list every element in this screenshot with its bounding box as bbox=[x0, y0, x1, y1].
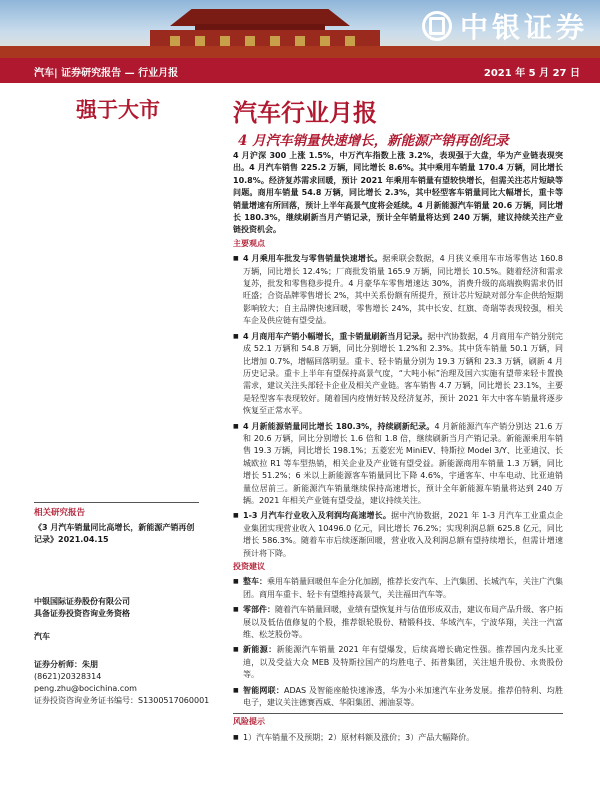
company-line: 中银国际证券股份有限公司 bbox=[34, 597, 130, 606]
related-report-item: 《3 月汽车销量同比高增长，新能源产销再创记录》2021.04.15 bbox=[34, 523, 195, 544]
analyst-name: 证券分析师：朱朋 bbox=[34, 660, 98, 669]
analyst-info bbox=[34, 659, 214, 707]
company-name bbox=[34, 596, 204, 620]
related-reports-heading: 相关研究报告 bbox=[34, 502, 199, 518]
palace-wall bbox=[0, 46, 600, 58]
company-line bbox=[34, 596, 204, 620]
report-body bbox=[233, 150, 563, 744]
point-item: ■ 1-3 月汽车行业收入及利润均高速增长。据中汽协数据，2021 年 1-3 月汽车工业重点企业集团实现营业收入 10496.0 亿元，同比增长 76.2%；实现利润总额 625.8 亿元，同比增长 586.3%。随着车市后续逐渐回暖，营业收入及利润总额有望持续增长，但需计增速预计将下降。 bbox=[233, 510, 563, 560]
point-item: ■ 4 月新能源销量同比增长 180.3%，持续刷新纪录。4 月新能源汽车产销分别达 21.6 万和 20.6 万辆，同比分别增长 1.6 倍和 1.8 倍，继续刷新当月产销记录。新能源乘用车销售 19.3 万辆，同比增长 198.1%；五菱宏光 MiniEV、特斯拉 Model 3/Y、比亚迪汉、长城欧拉 R1 等车型热销，相关企业及产业链有望受益。新能源商用车销量 1.3 万辆，同比增长 51.2%；6 米以上新能源客车销量同比下降 4.6%，宇通客车、中车电动、比亚迪销量位居前三。新能源汽车销量继续保持高速增长，预计全年新能源车销量将达到 240 万辆。2021 年相关产业链有望受益，建议持续关注。 bbox=[233, 421, 563, 508]
point-item: ■ 4 月乘用车批发与零售销量快速增长。据乘联会数据，4 月狭义乘用车市场零售达 160.8 万辆，同比增长 12.4%；厂商批发销量 165.9 万辆，同比增长 10.5%。随着经济和需求复苏，批发和零售稳步提升。4 月豪华车零售增速达 30%，消费升级的高端换购需求仍旧旺盛；合资品牌零售增长 2%，其中关系份额有所提升，预计芯片短缺对部分车企供给短期影响较大；自主品牌快速回暖，零售增长 24%，其中长安、红旗、奇瑞等表现较强，相关车企及供应链有望受益。 bbox=[233, 253, 563, 327]
invest-item: ■ 新能源：新能源汽车销量 2021 年有望爆发，后续高增长确定性强。推荐国内龙头比亚迪，以及受益大众 MEB 及特斯拉国产的均胜电子、拓普集团，关注旭升股份、永贵股份等。 bbox=[233, 644, 563, 681]
analyst-email: peng.zhu@bocichina.com bbox=[34, 684, 137, 693]
report-header-bar bbox=[0, 58, 600, 83]
analyst-license: 证券投资咨询业务证书编号：S1300517060001 bbox=[34, 696, 210, 705]
company-line: 具备证券投资咨询业务资格 bbox=[34, 609, 130, 618]
rating-label: 强于大市 bbox=[76, 97, 160, 122]
sector-label: 汽车 bbox=[34, 632, 50, 641]
risk-item: ■ 1）汽车销量不及预期；2）原材料额及涨价；3）产品大幅降价。 bbox=[233, 732, 563, 744]
summary-paragraph: 4 月沪深 300 上涨 1.5%，中万汽车指数上涨 3.2%，表现强于大盘，华为产业链表现突出。4 月汽车销售 225.2 万辆，同比增长 8.6%。其中乘用车销量 170.4 万辆，同比增长 10.8%。经济复苏需求回暖，预计 2021 年乘用车销量有望较快增长，但需关注芯片短缺等问题。商用车销量 54.8 万辆，同比增长 2.3%，其中轻型客车销量同比大幅增长，重卡等销量增速有所回落，预计上半年高景气度将会延续。4 月新能源汽车销量 20.6 万辆，同比增长 180.3%，继续刷新当月产销记录，预计全年销量将达到 240 万辆，建议持续关注产业链投资机会。 bbox=[233, 151, 563, 235]
report-title: 汽车行业月报 bbox=[233, 98, 377, 127]
forbidden-city-roof bbox=[170, 6, 350, 26]
invest-item: ■ 智能网联：ADAS 及智能座舱快速渗透，华为小米加速汽车业务发展。推荐伯特利、均胜电子，建议关注德赛西威、华阳集团、湘油泵等。 bbox=[233, 685, 563, 710]
point-item: ■ 4 月商用车产销小幅增长，重卡销量刷新当月记录。据中汽协数据，4 月商用车产销分别完成 52.1 万辆和 54.8 万辆，同比分别增长 1.2%和 2.3%。其中货车销量 50.1 万辆，同比增加 0.7%，增幅回落明显。重卡、轻卡销量分别为 19.3 万辆和 23.3 万辆，刷新 4 月历史记录。重卡上半年有望保持高景气度，“大吨小标”治理及国六实施有望带来轻卡置换需求，建议关注头部轻卡企业及相关产业链。客车销售 4.7 万辆，同比增长 23.1%，主要是轻型客车表现较好。随着国内疫情好转及经济复苏，预计 2021 年大中客车销量将逐步恢复至正常水平。 bbox=[233, 331, 563, 418]
risk-heading: 风险提示 bbox=[233, 713, 563, 728]
invest-item: ■ 零部件：随着汽车销量回暖，业绩有望恢复并与估值形成双击，建议布局产品升级、客户拓展以及低估值修复的个股，推荐银轮股份、精锻科技、华域汽车，宁波华翔，关注一汽富维、松芝股份等。 bbox=[233, 604, 563, 641]
header-banner bbox=[0, 0, 600, 58]
logo-text: 中银证券 bbox=[459, 11, 588, 44]
report-subtitle: 4 月汽车销量快速增长，新能源产销再创纪录 bbox=[238, 133, 509, 149]
report-category: 汽车| 证券研究报告 — 行业月报 bbox=[34, 68, 179, 79]
company-logo bbox=[422, 6, 588, 46]
main-points-heading: 主要观点 bbox=[233, 238, 265, 248]
analyst-phone: (8621)20328314 bbox=[34, 672, 102, 681]
report-date: 2021 年 5 月 27 日 bbox=[483, 68, 580, 79]
investment-advice-heading: 投资建议 bbox=[233, 562, 265, 571]
boc-logo-icon bbox=[422, 11, 452, 41]
invest-item: ■ 整车：乘用车销量回暖但车企分化加剧，推荐长安汽车、上汽集团、长城汽车，关注广汽集团。商用车重卡、轻卡有望维持高景气，关注福田汽车等。 bbox=[233, 576, 563, 601]
